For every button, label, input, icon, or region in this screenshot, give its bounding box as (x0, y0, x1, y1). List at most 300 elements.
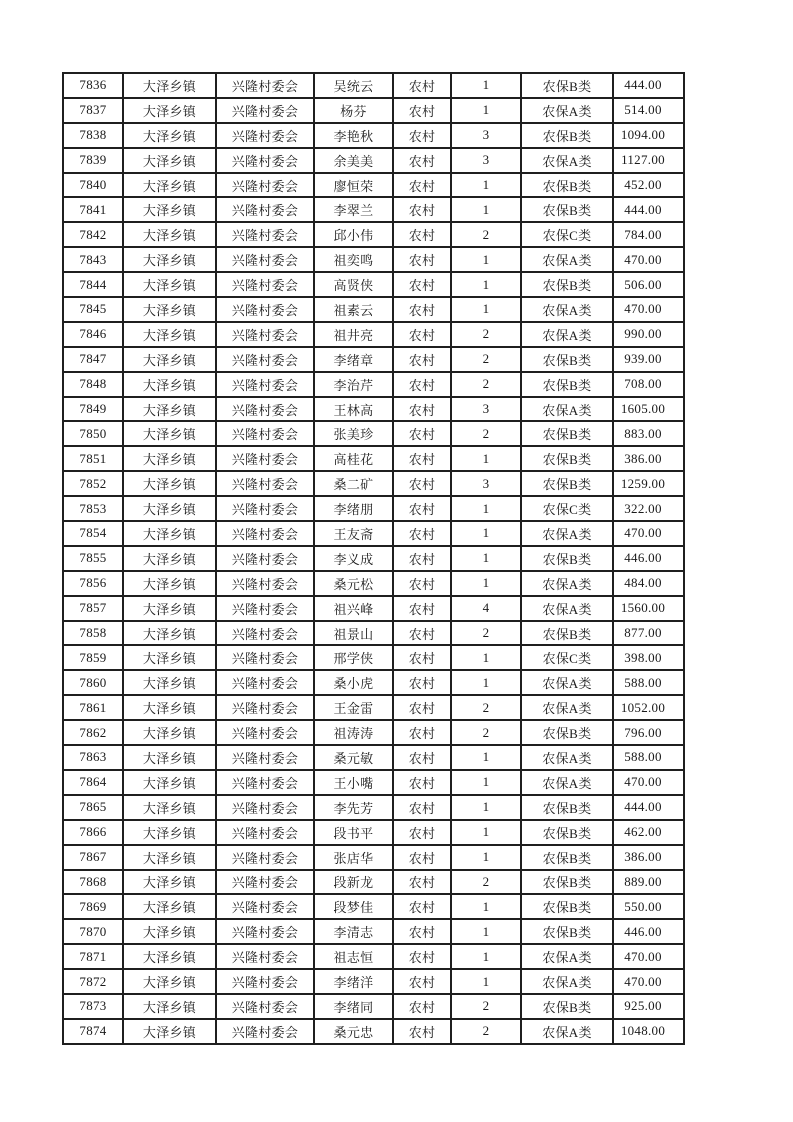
cell-village: 兴隆村委会 (216, 820, 314, 845)
table-row (63, 247, 684, 272)
cell-name: 祖涛涛 (314, 720, 393, 745)
cell-residence: 农村 (393, 372, 451, 397)
cell-town: 大泽乡镇 (123, 247, 216, 272)
cell-amount: 990.00 (613, 322, 684, 347)
cell-count: 1 (451, 745, 521, 770)
cell-residence: 农村 (393, 845, 451, 870)
cell-name: 祖奕鸣 (314, 247, 393, 272)
cell-residence: 农村 (393, 919, 451, 944)
cell-town: 大泽乡镇 (123, 1019, 216, 1044)
cell-residence: 农村 (393, 173, 451, 198)
cell-name: 邢学侠 (314, 645, 393, 670)
cell-id: 7860 (63, 670, 123, 695)
cell-amount: 462.00 (613, 820, 684, 845)
cell-name: 李绪章 (314, 347, 393, 372)
cell-town: 大泽乡镇 (123, 272, 216, 297)
cell-town: 大泽乡镇 (123, 222, 216, 247)
table-row (63, 820, 684, 845)
cell-name: 高贤侠 (314, 272, 393, 297)
cell-amount: 1048.00 (613, 1019, 684, 1044)
cell-count: 2 (451, 621, 521, 646)
cell-category: 农保B类 (521, 421, 613, 446)
cell-id: 7865 (63, 795, 123, 820)
cell-village: 兴隆村委会 (216, 720, 314, 745)
cell-id: 7863 (63, 745, 123, 770)
cell-category: 农保A类 (521, 521, 613, 546)
table-row (63, 471, 684, 496)
cell-id: 7838 (63, 123, 123, 148)
cell-category: 农保B类 (521, 894, 613, 919)
cell-village: 兴隆村委会 (216, 670, 314, 695)
table-row (63, 621, 684, 646)
cell-id: 7859 (63, 645, 123, 670)
cell-town: 大泽乡镇 (123, 372, 216, 397)
cell-village: 兴隆村委会 (216, 347, 314, 372)
cell-category: 农保A类 (521, 148, 613, 173)
cell-name: 王友斋 (314, 521, 393, 546)
cell-category: 农保A类 (521, 695, 613, 720)
cell-town: 大泽乡镇 (123, 795, 216, 820)
cell-village: 兴隆村委会 (216, 1019, 314, 1044)
cell-category: 农保A类 (521, 247, 613, 272)
cell-count: 3 (451, 471, 521, 496)
cell-category: 农保B类 (521, 123, 613, 148)
cell-amount: 939.00 (613, 347, 684, 372)
cell-count: 2 (451, 870, 521, 895)
cell-name: 桑元敏 (314, 745, 393, 770)
cell-residence: 农村 (393, 521, 451, 546)
cell-id: 7845 (63, 297, 123, 322)
cell-residence: 农村 (393, 421, 451, 446)
cell-amount: 452.00 (613, 173, 684, 198)
cell-village: 兴隆村委会 (216, 770, 314, 795)
cell-amount: 386.00 (613, 446, 684, 471)
table-row (63, 496, 684, 521)
cell-town: 大泽乡镇 (123, 919, 216, 944)
cell-id: 7862 (63, 720, 123, 745)
cell-amount: 889.00 (613, 870, 684, 895)
table-row (63, 870, 684, 895)
cell-residence: 农村 (393, 695, 451, 720)
benefit-roster-table (62, 72, 685, 1045)
cell-town: 大泽乡镇 (123, 197, 216, 222)
cell-id: 7856 (63, 571, 123, 596)
cell-name: 李义成 (314, 546, 393, 571)
cell-residence: 农村 (393, 994, 451, 1019)
cell-amount: 708.00 (613, 372, 684, 397)
cell-amount: 1127.00 (613, 148, 684, 173)
cell-id: 7864 (63, 770, 123, 795)
cell-category: 农保A类 (521, 322, 613, 347)
cell-residence: 农村 (393, 347, 451, 372)
cell-count: 3 (451, 397, 521, 422)
cell-town: 大泽乡镇 (123, 994, 216, 1019)
cell-town: 大泽乡镇 (123, 148, 216, 173)
cell-amount: 588.00 (613, 670, 684, 695)
cell-amount: 506.00 (613, 272, 684, 297)
cell-count: 1 (451, 820, 521, 845)
table-row (63, 123, 684, 148)
cell-village: 兴隆村委会 (216, 870, 314, 895)
cell-village: 兴隆村委会 (216, 745, 314, 770)
cell-name: 桑元忠 (314, 1019, 393, 1044)
cell-village: 兴隆村委会 (216, 596, 314, 621)
cell-residence: 农村 (393, 969, 451, 994)
cell-amount: 1605.00 (613, 397, 684, 422)
table-row (63, 397, 684, 422)
cell-residence: 农村 (393, 148, 451, 173)
cell-town: 大泽乡镇 (123, 969, 216, 994)
cell-town: 大泽乡镇 (123, 471, 216, 496)
cell-amount: 1094.00 (613, 123, 684, 148)
cell-village: 兴隆村委会 (216, 546, 314, 571)
table-row (63, 272, 684, 297)
cell-name: 王林高 (314, 397, 393, 422)
cell-category: 农保A类 (521, 770, 613, 795)
cell-village: 兴隆村委会 (216, 297, 314, 322)
cell-category: 农保A类 (521, 670, 613, 695)
cell-residence: 农村 (393, 745, 451, 770)
cell-category: 农保A类 (521, 944, 613, 969)
cell-id: 7839 (63, 148, 123, 173)
cell-town: 大泽乡镇 (123, 745, 216, 770)
cell-village: 兴隆村委会 (216, 795, 314, 820)
cell-residence: 农村 (393, 1019, 451, 1044)
cell-residence: 农村 (393, 870, 451, 895)
cell-name: 王小嘴 (314, 770, 393, 795)
cell-amount: 784.00 (613, 222, 684, 247)
cell-name: 李绪同 (314, 994, 393, 1019)
cell-count: 1 (451, 571, 521, 596)
cell-name: 张美珍 (314, 421, 393, 446)
cell-category: 农保C类 (521, 222, 613, 247)
cell-id: 7873 (63, 994, 123, 1019)
cell-village: 兴隆村委会 (216, 994, 314, 1019)
cell-town: 大泽乡镇 (123, 645, 216, 670)
cell-category: 农保B类 (521, 720, 613, 745)
cell-name: 李艳秋 (314, 123, 393, 148)
cell-category: 农保B类 (521, 372, 613, 397)
cell-village: 兴隆村委会 (216, 372, 314, 397)
cell-village: 兴隆村委会 (216, 446, 314, 471)
cell-name: 李绪朋 (314, 496, 393, 521)
cell-residence: 农村 (393, 596, 451, 621)
cell-category: 农保B类 (521, 73, 613, 98)
cell-town: 大泽乡镇 (123, 397, 216, 422)
cell-category: 农保B类 (521, 820, 613, 845)
cell-count: 1 (451, 73, 521, 98)
cell-village: 兴隆村委会 (216, 621, 314, 646)
table-row (63, 944, 684, 969)
cell-category: 农保A类 (521, 969, 613, 994)
cell-amount: 925.00 (613, 994, 684, 1019)
cell-id: 7866 (63, 820, 123, 845)
cell-residence: 农村 (393, 197, 451, 222)
cell-id: 7843 (63, 247, 123, 272)
cell-id: 7854 (63, 521, 123, 546)
cell-id: 7848 (63, 372, 123, 397)
cell-category: 农保B类 (521, 272, 613, 297)
cell-id: 7858 (63, 621, 123, 646)
cell-village: 兴隆村委会 (216, 148, 314, 173)
cell-amount: 883.00 (613, 421, 684, 446)
cell-category: 农保B类 (521, 347, 613, 372)
cell-village: 兴隆村委会 (216, 471, 314, 496)
cell-residence: 农村 (393, 322, 451, 347)
table-row (63, 322, 684, 347)
table-row (63, 297, 684, 322)
cell-village: 兴隆村委会 (216, 197, 314, 222)
cell-count: 2 (451, 372, 521, 397)
table-row (63, 894, 684, 919)
cell-category: 农保A类 (521, 1019, 613, 1044)
cell-count: 1 (451, 944, 521, 969)
cell-category: 农保B类 (521, 446, 613, 471)
cell-amount: 446.00 (613, 919, 684, 944)
cell-name: 段书平 (314, 820, 393, 845)
table-row (63, 845, 684, 870)
cell-count: 1 (451, 173, 521, 198)
cell-amount: 446.00 (613, 546, 684, 571)
cell-residence: 农村 (393, 397, 451, 422)
cell-count: 2 (451, 994, 521, 1019)
cell-name: 李清志 (314, 919, 393, 944)
cell-amount: 514.00 (613, 98, 684, 123)
table-row (63, 347, 684, 372)
cell-residence: 农村 (393, 621, 451, 646)
cell-amount: 444.00 (613, 795, 684, 820)
cell-name: 段新龙 (314, 870, 393, 895)
cell-category: 农保B类 (521, 471, 613, 496)
cell-name: 杨芬 (314, 98, 393, 123)
table-row (63, 446, 684, 471)
cell-category: 农保B类 (521, 173, 613, 198)
cell-category: 农保A类 (521, 397, 613, 422)
cell-amount: 550.00 (613, 894, 684, 919)
cell-residence: 农村 (393, 247, 451, 272)
cell-count: 3 (451, 148, 521, 173)
cell-residence: 农村 (393, 297, 451, 322)
cell-name: 李翠兰 (314, 197, 393, 222)
cell-category: 农保A类 (521, 745, 613, 770)
cell-id: 7872 (63, 969, 123, 994)
cell-id: 7846 (63, 322, 123, 347)
cell-id: 7841 (63, 197, 123, 222)
cell-town: 大泽乡镇 (123, 596, 216, 621)
cell-town: 大泽乡镇 (123, 521, 216, 546)
cell-category: 农保C类 (521, 496, 613, 521)
cell-count: 4 (451, 596, 521, 621)
cell-residence: 农村 (393, 795, 451, 820)
cell-id: 7868 (63, 870, 123, 895)
cell-id: 7840 (63, 173, 123, 198)
cell-residence: 农村 (393, 770, 451, 795)
cell-residence: 农村 (393, 944, 451, 969)
cell-town: 大泽乡镇 (123, 621, 216, 646)
cell-count: 1 (451, 98, 521, 123)
table-row (63, 73, 684, 98)
cell-town: 大泽乡镇 (123, 720, 216, 745)
cell-name: 李先芳 (314, 795, 393, 820)
cell-village: 兴隆村委会 (216, 397, 314, 422)
cell-name: 张店华 (314, 845, 393, 870)
cell-count: 1 (451, 496, 521, 521)
cell-amount: 1560.00 (613, 596, 684, 621)
cell-count: 1 (451, 645, 521, 670)
cell-town: 大泽乡镇 (123, 770, 216, 795)
table-row (63, 173, 684, 198)
cell-name: 桑二矿 (314, 471, 393, 496)
cell-town: 大泽乡镇 (123, 123, 216, 148)
cell-id: 7857 (63, 596, 123, 621)
cell-category: 农保A类 (521, 98, 613, 123)
cell-category: 农保A类 (521, 571, 613, 596)
cell-name: 余美美 (314, 148, 393, 173)
table-row (63, 421, 684, 446)
cell-category: 农保B类 (521, 845, 613, 870)
cell-id: 7852 (63, 471, 123, 496)
cell-village: 兴隆村委会 (216, 247, 314, 272)
cell-id: 7871 (63, 944, 123, 969)
cell-count: 1 (451, 247, 521, 272)
cell-count: 1 (451, 919, 521, 944)
cell-village: 兴隆村委会 (216, 969, 314, 994)
cell-village: 兴隆村委会 (216, 845, 314, 870)
cell-id: 7836 (63, 73, 123, 98)
cell-category: 农保C类 (521, 645, 613, 670)
cell-town: 大泽乡镇 (123, 73, 216, 98)
cell-count: 1 (451, 272, 521, 297)
cell-id: 7874 (63, 1019, 123, 1044)
table-row (63, 695, 684, 720)
table-row (63, 546, 684, 571)
cell-name: 段梦佳 (314, 894, 393, 919)
cell-name: 李绪洋 (314, 969, 393, 994)
table-row (63, 596, 684, 621)
cell-residence: 农村 (393, 73, 451, 98)
cell-name: 邱小伟 (314, 222, 393, 247)
cell-amount: 796.00 (613, 720, 684, 745)
cell-village: 兴隆村委会 (216, 123, 314, 148)
table-row (63, 521, 684, 546)
cell-amount: 444.00 (613, 197, 684, 222)
table-row (63, 645, 684, 670)
cell-amount: 1259.00 (613, 471, 684, 496)
cell-id: 7869 (63, 894, 123, 919)
cell-town: 大泽乡镇 (123, 496, 216, 521)
cell-id: 7842 (63, 222, 123, 247)
cell-town: 大泽乡镇 (123, 347, 216, 372)
cell-amount: 322.00 (613, 496, 684, 521)
table-row (63, 770, 684, 795)
cell-amount: 877.00 (613, 621, 684, 646)
cell-residence: 农村 (393, 820, 451, 845)
table-row (63, 795, 684, 820)
cell-category: 农保B类 (521, 994, 613, 1019)
cell-village: 兴隆村委会 (216, 894, 314, 919)
cell-residence: 农村 (393, 720, 451, 745)
cell-town: 大泽乡镇 (123, 820, 216, 845)
cell-category: 农保B类 (521, 546, 613, 571)
cell-town: 大泽乡镇 (123, 571, 216, 596)
cell-town: 大泽乡镇 (123, 297, 216, 322)
cell-id: 7851 (63, 446, 123, 471)
cell-town: 大泽乡镇 (123, 421, 216, 446)
cell-amount: 386.00 (613, 845, 684, 870)
cell-name: 吴统云 (314, 73, 393, 98)
cell-village: 兴隆村委会 (216, 421, 314, 446)
cell-name: 李治芹 (314, 372, 393, 397)
cell-village: 兴隆村委会 (216, 695, 314, 720)
table-row (63, 372, 684, 397)
table-row (63, 98, 684, 123)
cell-count: 2 (451, 695, 521, 720)
cell-count: 1 (451, 795, 521, 820)
table-row (63, 969, 684, 994)
cell-count: 1 (451, 969, 521, 994)
table-row (63, 720, 684, 745)
cell-town: 大泽乡镇 (123, 845, 216, 870)
table-row (63, 1019, 684, 1044)
cell-amount: 470.00 (613, 297, 684, 322)
table-row (63, 222, 684, 247)
cell-name: 祖井亮 (314, 322, 393, 347)
cell-town: 大泽乡镇 (123, 894, 216, 919)
cell-village: 兴隆村委会 (216, 98, 314, 123)
cell-residence: 农村 (393, 123, 451, 148)
cell-count: 2 (451, 1019, 521, 1044)
cell-town: 大泽乡镇 (123, 446, 216, 471)
cell-village: 兴隆村委会 (216, 496, 314, 521)
cell-name: 祖兴峰 (314, 596, 393, 621)
cell-count: 1 (451, 670, 521, 695)
cell-count: 1 (451, 845, 521, 870)
cell-id: 7867 (63, 845, 123, 870)
cell-residence: 农村 (393, 496, 451, 521)
cell-amount: 470.00 (613, 770, 684, 795)
cell-town: 大泽乡镇 (123, 944, 216, 969)
cell-id: 7855 (63, 546, 123, 571)
table-row (63, 197, 684, 222)
cell-village: 兴隆村委会 (216, 645, 314, 670)
cell-id: 7844 (63, 272, 123, 297)
cell-name: 桑元松 (314, 571, 393, 596)
cell-residence: 农村 (393, 670, 451, 695)
cell-village: 兴隆村委会 (216, 322, 314, 347)
cell-count: 1 (451, 546, 521, 571)
cell-village: 兴隆村委会 (216, 73, 314, 98)
cell-residence: 农村 (393, 571, 451, 596)
cell-count: 2 (451, 720, 521, 745)
cell-residence: 农村 (393, 98, 451, 123)
cell-town: 大泽乡镇 (123, 322, 216, 347)
cell-count: 2 (451, 222, 521, 247)
cell-count: 1 (451, 297, 521, 322)
cell-village: 兴隆村委会 (216, 571, 314, 596)
cell-amount: 444.00 (613, 73, 684, 98)
cell-town: 大泽乡镇 (123, 546, 216, 571)
cell-category: 农保B类 (521, 870, 613, 895)
cell-town: 大泽乡镇 (123, 870, 216, 895)
cell-count: 1 (451, 770, 521, 795)
cell-category: 农保B类 (521, 197, 613, 222)
cell-amount: 470.00 (613, 944, 684, 969)
cell-count: 1 (451, 894, 521, 919)
cell-count: 2 (451, 347, 521, 372)
cell-name: 祖景山 (314, 621, 393, 646)
cell-town: 大泽乡镇 (123, 173, 216, 198)
cell-id: 7861 (63, 695, 123, 720)
